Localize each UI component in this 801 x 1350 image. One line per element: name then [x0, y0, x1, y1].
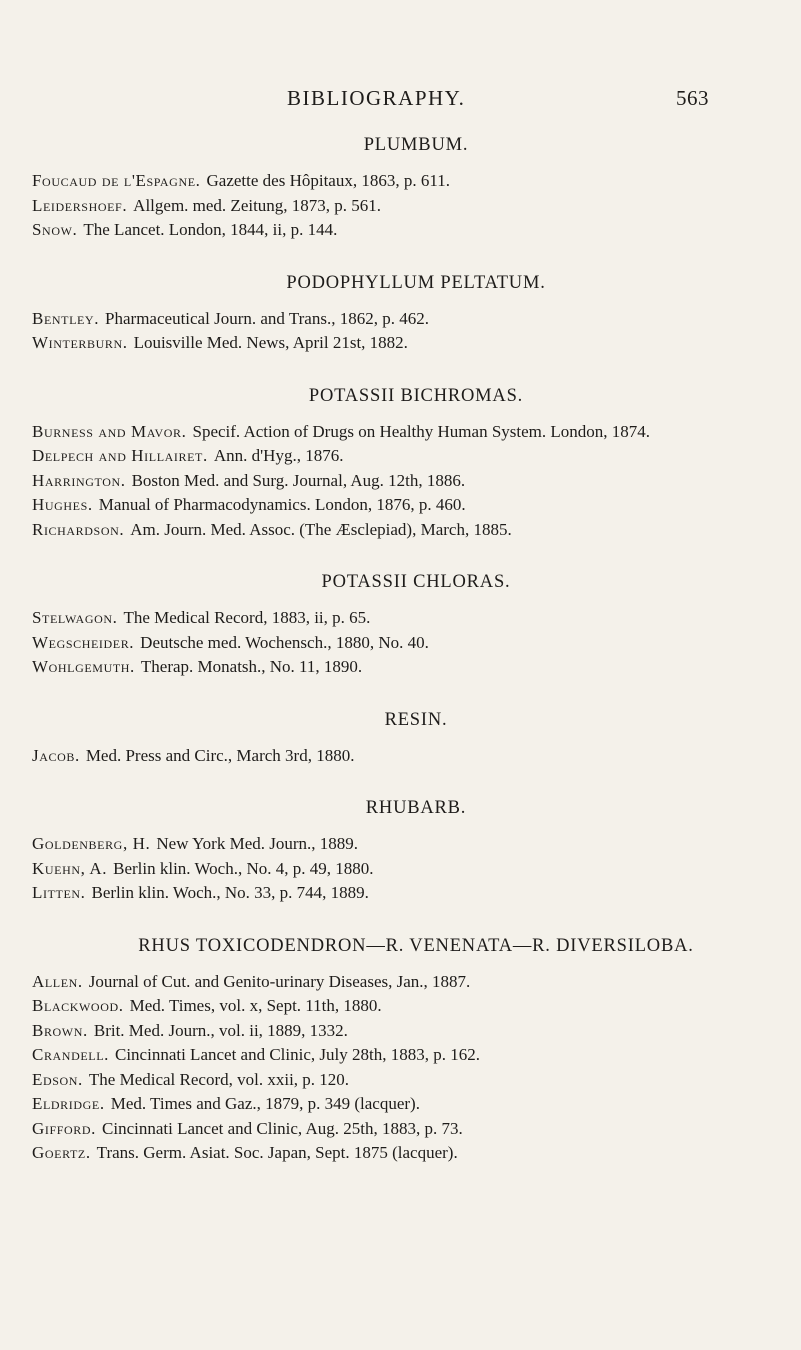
entry-citation: The Medical Record, 1883, ii, p. 65.	[123, 608, 371, 627]
bibliography-section	[32, 133, 780, 243]
bibliography-entry	[32, 857, 780, 882]
bibliography-entry	[32, 970, 780, 995]
entry-author: Leidershoef.	[32, 195, 128, 215]
entry-citation: Pharmaceutical Journ. and Trans., 1862, p. 462.	[105, 308, 429, 328]
entry-author: Brown.	[32, 1020, 88, 1040]
entry-citation: Ann. d'Hyg., 1876.	[213, 446, 344, 465]
section-heading: RHUBARB.	[365, 798, 467, 818]
entry-citation: Deutsche med. Wochensch., 1880, No. 40.	[140, 632, 429, 652]
bibliography-section	[32, 271, 780, 356]
bibliography-entry	[32, 832, 780, 857]
bibliography-content	[32, 133, 780, 1194]
entry-author: Goertz.	[32, 1143, 91, 1162]
bibliography-entry	[32, 218, 780, 243]
bibliography-entry	[32, 1068, 780, 1093]
entry-citation: Journal of Cut. and Genito-urinary Diseases, Jan., 1887.	[88, 971, 471, 991]
bibliography-section	[32, 934, 780, 1166]
running-head	[0, 86, 801, 116]
entry-author: Foucaud de l'Espagne.	[32, 171, 201, 190]
entry-citation: Specif. Action of Drugs on Healthy Human System. London, 1874.	[192, 421, 651, 441]
section-heading: POTASSII BICHROMAS.	[308, 385, 524, 406]
entry-citation: Berlin klin. Woch., No. 33, p. 744, 1889.	[91, 883, 369, 902]
entry-author: Jacob.	[32, 745, 80, 765]
entry-author: Eldridge.	[32, 1094, 105, 1113]
entry-author: Kuehn, A.	[32, 858, 108, 878]
entry-author: Harrington.	[32, 470, 126, 490]
entry-citation: Cincinnati Lancet and Clinic, July 28th, 1883, p. 162.	[114, 1045, 480, 1064]
bibliography-entry	[32, 1019, 780, 1044]
entry-citation: Gazette des Hôpitaux, 1863, p. 611.	[206, 171, 450, 190]
entry-author: Crandell.	[32, 1045, 109, 1064]
bibliography-entry	[32, 1117, 780, 1142]
entry-author: Richardson.	[32, 519, 125, 539]
page-number: 563	[676, 86, 709, 110]
bibliography-entry	[32, 1092, 780, 1117]
bibliography-entry	[32, 994, 780, 1019]
bibliography-section	[32, 384, 780, 543]
section-heading: PODOPHYLLUM PELTATUM.	[286, 272, 546, 293]
entry-citation: New York Med. Journ., 1889.	[156, 834, 359, 853]
entry-citation: Manual of Pharmacodynamics. London, 1876, p. 460.	[98, 495, 466, 514]
entry-author: Wohlgemuth.	[32, 657, 135, 676]
bibliography-entry	[32, 194, 780, 219]
entry-citation: Trans. Germ. Asiat. Soc. Japan, Sept. 1875 (lacquer).	[96, 1143, 458, 1162]
entry-citation: Cincinnati Lancet and Clinic, Aug. 25th, 1883, p. 73.	[102, 1118, 463, 1138]
entry-citation: Brit. Med. Journ., vol. ii, 1889, 1332.	[93, 1020, 348, 1040]
entry-author: Winterburn.	[32, 333, 128, 352]
entry-author: Litten.	[32, 883, 86, 902]
bibliography-section	[32, 708, 780, 769]
entry-citation: Boston Med. and Surg. Journal, Aug. 12th, 1886.	[131, 470, 466, 490]
bibliography-entry	[32, 307, 780, 332]
section-heading: RHUS TOXICODENDRON—R. VENENATA—R. DIVERSILOBA.	[138, 935, 694, 956]
bibliography-entry	[32, 881, 780, 906]
entry-citation: Med. Times and Gaz., 1879, p. 349 (lacquer).	[110, 1094, 420, 1113]
entry-author: Bentley.	[32, 308, 100, 328]
entry-author: Allen.	[32, 971, 83, 991]
entry-author: Delpech and Hillairet.	[32, 446, 208, 465]
entry-author: Stelwagon.	[32, 608, 118, 627]
entry-citation: Berlin klin. Woch., No. 4, p. 49, 1880.	[113, 858, 374, 878]
section-heading: RESIN.	[384, 709, 448, 730]
entry-citation: Med. Times, vol. x, Sept. 11th, 1880.	[129, 996, 382, 1015]
entry-author: Wegscheider.	[32, 632, 135, 652]
entry-author: Blackwood.	[32, 996, 124, 1015]
bibliography-entry	[32, 744, 780, 769]
entry-citation: The Lancet. London, 1844, ii, p. 144.	[83, 220, 338, 239]
entry-author: Goldenberg, H.	[32, 834, 151, 853]
entry-citation: Allgem. med. Zeitung, 1873, p. 561.	[133, 195, 382, 215]
bibliography-entry	[32, 1043, 780, 1068]
entry-citation: Therap. Monatsh., No. 11, 1890.	[140, 657, 363, 676]
entry-citation: The Medical Record, vol. xxii, p. 120.	[88, 1069, 350, 1089]
bibliography-section	[32, 570, 780, 680]
entry-citation: Med. Press and Circ., March 3rd, 1880.	[85, 745, 355, 765]
bibliography-entry	[32, 331, 780, 356]
entry-author: Hughes.	[32, 495, 93, 514]
bibliography-entry	[32, 420, 780, 445]
bibliography-entry	[32, 493, 780, 518]
bibliography-entry	[32, 169, 780, 194]
entry-citation: Am. Journ. Med. Assoc. (The Æsclepiad), March, 1885.	[130, 519, 512, 539]
entry-author: Gifford.	[32, 1118, 97, 1138]
section-heading: PLUMBUM.	[363, 135, 469, 155]
bibliography-entry	[32, 469, 780, 494]
bibliography-entry	[32, 655, 780, 680]
bibliography-section	[32, 796, 780, 906]
entry-author: Edson.	[32, 1069, 83, 1089]
bibliography-entry	[32, 518, 780, 543]
bibliography-entry	[32, 606, 780, 631]
entry-citation: Louisville Med. News, April 21st, 1882.	[133, 333, 408, 352]
bibliography-entry	[32, 1141, 780, 1166]
entry-author: Burness and Mavor.	[32, 421, 187, 441]
entry-author: Snow.	[32, 220, 78, 239]
running-head-title: BIBLIOGRAPHY.	[287, 86, 466, 110]
bibliography-entry	[32, 444, 780, 469]
section-heading: POTASSII CHLORAS.	[321, 572, 511, 592]
bibliography-entry	[32, 631, 780, 656]
